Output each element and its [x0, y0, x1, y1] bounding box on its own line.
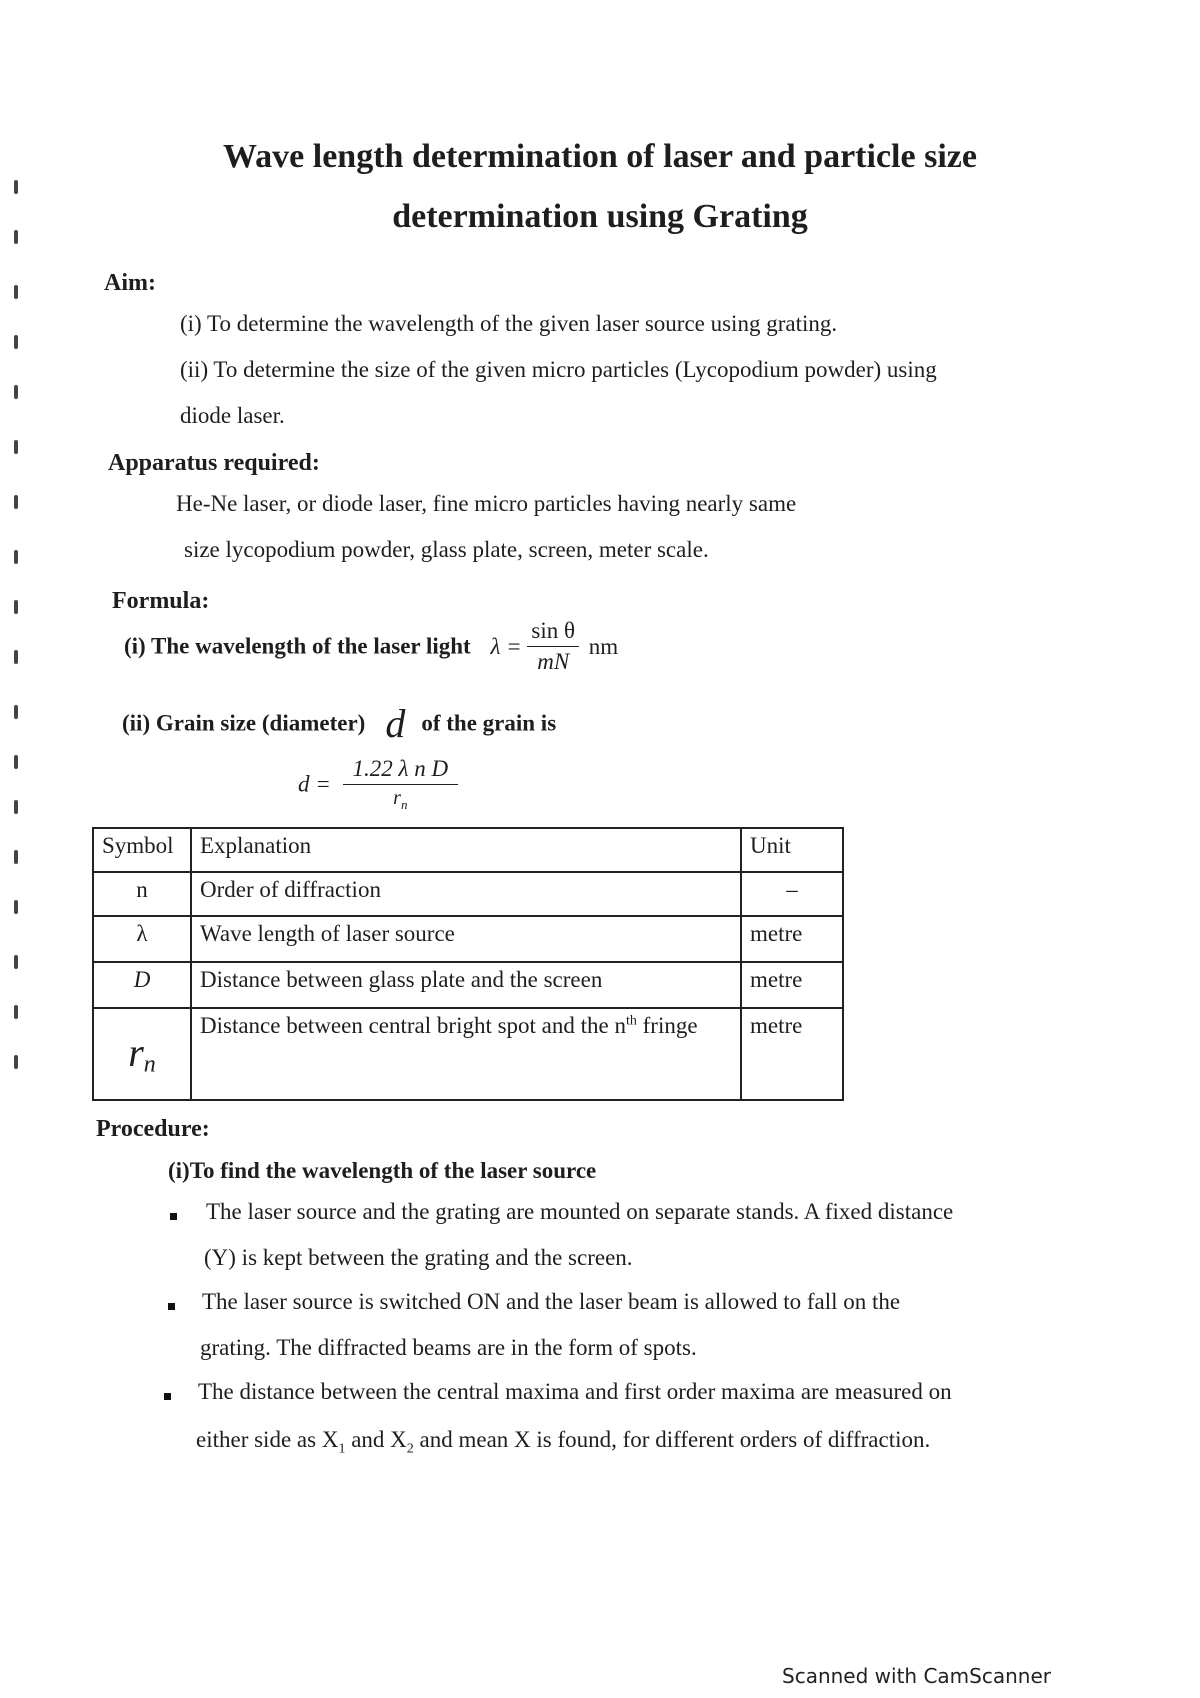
rn-sub: n: [143, 1051, 156, 1078]
scanner-watermark: Scanned with CamScanner: [782, 1664, 1051, 1688]
apparatus-line-2: size lycopodium powder, glass plate, screen, meter scale.: [184, 537, 709, 562]
table-cell-explanation: Wave length of laser source: [191, 916, 741, 962]
procedure-step-2-line-1: The laser source is switched ON and the laser beam is allowed to fall on the: [202, 1289, 901, 1314]
formula-grain-size: [298, 756, 458, 813]
step3-text-c: and mean X is found, for different orders of diffraction.: [413, 1427, 931, 1452]
rn-explanation-post: fringe: [636, 1013, 698, 1038]
apparatus-line-1: He-Ne laser, or diode laser, fine micro particles having nearly same: [176, 491, 797, 516]
table-cell-symbol: [93, 1008, 191, 1100]
grain-size-symbol: d: [385, 701, 406, 746]
rn-explanation-pre: Distance between central bright spot and the n: [200, 1013, 626, 1038]
grain-den-sub: n: [400, 797, 408, 812]
formula-wavelength-unit: nm: [588, 633, 619, 659]
formula-wavelength-fraction: [527, 618, 579, 675]
table-cell-symbol: D: [93, 962, 191, 1008]
grain-den-base: r: [393, 787, 401, 809]
apparatus-heading: Apparatus required:: [108, 450, 320, 476]
table-cell-explanation: [191, 1008, 741, 1100]
formula-wavelength-denominator: mN: [537, 649, 570, 674]
procedure-subheading: (i)To find the wavelength of the laser source: [168, 1158, 597, 1183]
table-header-row: [93, 828, 843, 872]
bullet-icon: [168, 1303, 175, 1310]
formula-heading: Formula:: [112, 588, 210, 614]
table-header-symbol: Symbol: [93, 828, 191, 872]
aim-item-2-cont: diode laser.: [180, 403, 285, 428]
formula-wavelength-label: (i) The wavelength of the laser light: [124, 633, 471, 659]
step3-sub-1: 1: [338, 1441, 346, 1457]
procedure-step-3-line-2: [196, 1428, 930, 1457]
procedure-step-3-line-1: The distance between the central maxima and first order maxima are measured on: [198, 1379, 952, 1404]
procedure-step-1-line-2: (Y) is kept between the grating and the screen.: [204, 1245, 633, 1270]
procedure-step-1-line-1: The laser source and the grating are mounted on separate stands. A fixed distance: [206, 1199, 954, 1224]
table-header-explanation: Explanation: [191, 828, 741, 872]
aim-item-2: (ii) To determine the size of the given micro particles (Lycopodium powder) using: [180, 357, 937, 382]
title-line-2: determination using Grating: [392, 198, 808, 235]
formula-wavelength-lhs: λ =: [490, 633, 522, 659]
grain-size-suffix: of the grain is: [421, 710, 557, 736]
table-cell-explanation: Distance between glass plate and the screen: [191, 962, 741, 1008]
formula-grain-numerator: 1.22 λ n D: [343, 756, 459, 785]
title-line-1: Wave length determination of laser and particle size: [223, 138, 977, 175]
table-cell-unit: metre: [741, 962, 843, 1008]
table-cell-symbol: λ: [93, 916, 191, 962]
grain-size-text: (ii) Grain size (diameter): [122, 710, 366, 736]
formula-wavelength: [124, 618, 618, 675]
table-row: [93, 916, 843, 962]
rn-explanation-sup: th: [626, 1013, 637, 1029]
table-cell-unit: metre: [741, 1008, 843, 1100]
procedure-heading: Procedure:: [96, 1116, 210, 1142]
step3-text-a: either side as X: [196, 1427, 339, 1452]
formula-grain-size-label: [122, 700, 556, 747]
formula-wavelength-numerator: sin θ: [527, 618, 579, 647]
symbol-table: [92, 827, 844, 1101]
table-cell-unit: –: [741, 872, 843, 916]
formula-grain-denominator: [343, 785, 459, 813]
rn-base: r: [128, 1030, 144, 1076]
aim-heading: Aim:: [104, 270, 156, 296]
table-row: [93, 1008, 843, 1100]
table-cell-symbol: n: [93, 872, 191, 916]
table-cell-unit: metre: [741, 916, 843, 962]
formula-grain-lhs: d =: [298, 771, 331, 797]
procedure-step-2-line-2: grating. The diffracted beams are in the form of spots.: [200, 1335, 697, 1360]
step3-text-b: and X: [345, 1427, 407, 1452]
table-cell-explanation: Order of diffraction: [191, 872, 741, 916]
table-row: [93, 962, 843, 1008]
bullet-icon: [170, 1213, 177, 1220]
aim-item-1: (i) To determine the wavelength of the given laser source using grating.: [180, 311, 838, 336]
step3-sub-2: 2: [406, 1441, 414, 1457]
table-header-unit: Unit: [741, 828, 843, 872]
table-row: [93, 872, 843, 916]
bullet-icon: [164, 1393, 171, 1400]
formula-grain-fraction: [343, 756, 459, 813]
